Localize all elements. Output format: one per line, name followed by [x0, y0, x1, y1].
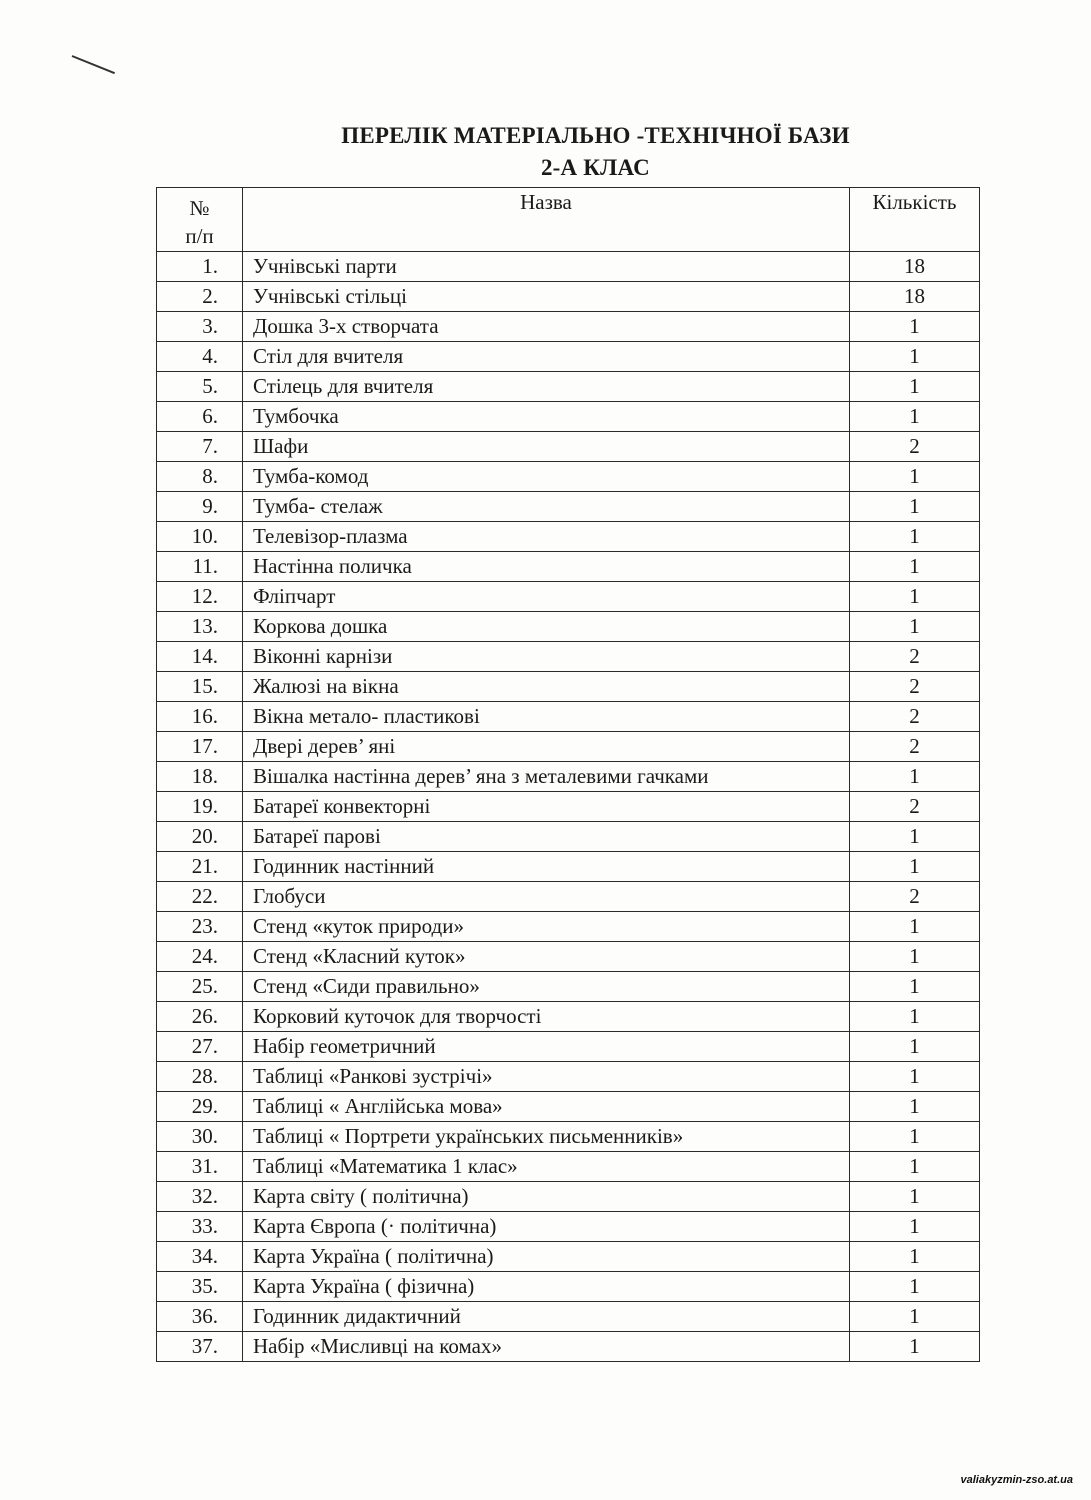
row-number: 1.: [157, 252, 243, 282]
table-row: [157, 282, 980, 312]
row-quantity: 1: [850, 1032, 980, 1062]
table-row: [157, 552, 980, 582]
table-row: [157, 312, 980, 342]
row-quantity: 2: [850, 432, 980, 462]
row-quantity: 1: [850, 942, 980, 972]
table-row: [157, 1122, 980, 1152]
row-quantity: 1: [850, 1302, 980, 1332]
row-quantity: 1: [850, 1212, 980, 1242]
header-number-abbr: п/п: [185, 224, 214, 248]
row-number: 24.: [157, 942, 243, 972]
row-quantity: 1: [850, 372, 980, 402]
header-name: Назва: [243, 188, 850, 252]
row-number: 28.: [157, 1062, 243, 1092]
table-row: [157, 252, 980, 282]
row-quantity: 1: [850, 492, 980, 522]
row-quantity: 1: [850, 582, 980, 612]
row-quantity: 1: [850, 1332, 980, 1362]
row-item-name: Таблиці « Портрети українських письменників»: [243, 1122, 850, 1152]
row-number: 6.: [157, 402, 243, 432]
row-item-name: Набір «Мисливці на комах»: [243, 1332, 850, 1362]
row-number: 2.: [157, 282, 243, 312]
row-number: 10.: [157, 522, 243, 552]
row-number: 26.: [157, 1002, 243, 1032]
row-item-name: Годинник настінний: [243, 852, 850, 882]
row-quantity: 1: [850, 1002, 980, 1032]
row-number: 13.: [157, 612, 243, 642]
row-number: 37.: [157, 1332, 243, 1362]
row-quantity: 1: [850, 1092, 980, 1122]
row-item-name: Жалюзі на вікна: [243, 672, 850, 702]
row-number: 12.: [157, 582, 243, 612]
table-row: [157, 1032, 980, 1062]
row-item-name: Стілець для вчителя: [243, 372, 850, 402]
row-quantity: 1: [850, 1122, 980, 1152]
row-item-name: Стенд «Сиди правильно»: [243, 972, 850, 1002]
row-number: 31.: [157, 1152, 243, 1182]
row-item-name: Тумбочка: [243, 402, 850, 432]
row-item-name: Таблиці «Ранкові зустрічі»: [243, 1062, 850, 1092]
row-item-name: Вішалка настінна дерев’ яна з металевими гачками: [243, 762, 850, 792]
row-number: 16.: [157, 702, 243, 732]
row-quantity: 18: [850, 252, 980, 282]
row-number: 7.: [157, 432, 243, 462]
row-item-name: Стіл для вчителя: [243, 342, 850, 372]
table-row: [157, 342, 980, 372]
row-item-name: Корковий куточок для творчості: [243, 1002, 850, 1032]
row-quantity: 1: [850, 972, 980, 1002]
row-item-name: Таблиці «Математика 1 клас»: [243, 1152, 850, 1182]
row-quantity: 1: [850, 552, 980, 582]
row-number: 27.: [157, 1032, 243, 1062]
table-row: [157, 642, 980, 672]
row-item-name: Тумба-комод: [243, 462, 850, 492]
row-item-name: Стенд «Класний куток»: [243, 942, 850, 972]
inventory-table: [156, 187, 980, 1362]
row-number: 35.: [157, 1272, 243, 1302]
row-number: 29.: [157, 1092, 243, 1122]
row-number: 18.: [157, 762, 243, 792]
table-row: [157, 522, 980, 552]
site-watermark: valiakyzmin-zso.at.ua: [960, 1474, 1073, 1486]
table-row: [157, 1212, 980, 1242]
row-quantity: 1: [850, 612, 980, 642]
row-quantity: 1: [850, 1242, 980, 1272]
table-row: [157, 972, 980, 1002]
table-row: [157, 1302, 980, 1332]
document-subtitle: 2-А КЛАС: [540, 155, 650, 180]
row-item-name: Двері дерев’ яні: [243, 732, 850, 762]
row-item-name: Настінна поличка: [243, 552, 850, 582]
row-number: 23.: [157, 912, 243, 942]
table-row: [157, 942, 980, 972]
table-row: [157, 912, 980, 942]
row-item-name: Вікна метало- пластикові: [243, 702, 850, 732]
row-quantity: 2: [850, 672, 980, 702]
row-quantity: 1: [850, 402, 980, 432]
row-quantity: 2: [850, 732, 980, 762]
table-row: [157, 822, 980, 852]
row-item-name: Тумба- стелаж: [243, 492, 850, 522]
row-quantity: 1: [850, 912, 980, 942]
row-quantity: 1: [850, 1062, 980, 1092]
row-item-name: Таблиці « Англійська мова»: [243, 1092, 850, 1122]
row-number: 5.: [157, 372, 243, 402]
pen-stroke-mark: [72, 55, 115, 74]
table-row: [157, 882, 980, 912]
table-row: [157, 432, 980, 462]
row-number: 17.: [157, 732, 243, 762]
row-item-name: Батареї парові: [243, 822, 850, 852]
table-row: [157, 732, 980, 762]
header-number-symbol: №: [189, 196, 210, 220]
header-number: [157, 188, 243, 252]
row-quantity: 1: [850, 312, 980, 342]
row-quantity: 1: [850, 522, 980, 552]
row-item-name: Шафи: [243, 432, 850, 462]
row-number: 25.: [157, 972, 243, 1002]
row-quantity: 2: [850, 642, 980, 672]
table-row: [157, 1182, 980, 1212]
row-number: 21.: [157, 852, 243, 882]
row-item-name: Дошка 3-х створчата: [243, 312, 850, 342]
row-number: 14.: [157, 642, 243, 672]
table-row: [157, 402, 980, 432]
row-number: 34.: [157, 1242, 243, 1272]
row-quantity: 1: [850, 852, 980, 882]
row-item-name: Коркова дошка: [243, 612, 850, 642]
row-quantity: 18: [850, 282, 980, 312]
table-row: [157, 1242, 980, 1272]
row-number: 22.: [157, 882, 243, 912]
row-number: 30.: [157, 1122, 243, 1152]
row-quantity: 1: [850, 462, 980, 492]
row-number: 15.: [157, 672, 243, 702]
row-quantity: 1: [850, 1272, 980, 1302]
header-quantity: Кількість: [850, 188, 980, 252]
table-row: [157, 582, 980, 612]
table-body: [157, 252, 980, 1362]
table-row: [157, 702, 980, 732]
row-quantity: 1: [850, 1152, 980, 1182]
row-number: 20.: [157, 822, 243, 852]
table-row: [157, 1152, 980, 1182]
row-number: 11.: [157, 552, 243, 582]
row-number: 33.: [157, 1212, 243, 1242]
table-header: [157, 188, 980, 252]
row-quantity: 2: [850, 882, 980, 912]
row-number: 4.: [157, 342, 243, 372]
table-row: [157, 1092, 980, 1122]
row-item-name: Карта світу ( політична): [243, 1182, 850, 1212]
row-item-name: Фліпчарт: [243, 582, 850, 612]
row-number: 19.: [157, 792, 243, 822]
row-number: 8.: [157, 462, 243, 492]
table-row: [157, 672, 980, 702]
table-row: [157, 462, 980, 492]
row-quantity: 2: [850, 702, 980, 732]
table-row: [157, 612, 980, 642]
row-item-name: Батареї конвекторні: [243, 792, 850, 822]
row-item-name: Карта Україна ( політична): [243, 1242, 850, 1272]
row-number: 3.: [157, 312, 243, 342]
row-item-name: Глобуси: [243, 882, 850, 912]
row-quantity: 1: [850, 762, 980, 792]
table-row: [157, 372, 980, 402]
table-row: [157, 1332, 980, 1362]
table-row: [157, 792, 980, 822]
row-item-name: Карта Європа (· політична): [243, 1212, 850, 1242]
row-item-name: Стенд «куток природи»: [243, 912, 850, 942]
row-item-name: Віконні карнізи: [243, 642, 850, 672]
row-item-name: Учнівські парти: [243, 252, 850, 282]
row-number: 36.: [157, 1302, 243, 1332]
row-item-name: Учнівські стільці: [243, 282, 850, 312]
row-quantity: 1: [850, 1182, 980, 1212]
row-item-name: Телевізор-плазма: [243, 522, 850, 552]
row-quantity: 1: [850, 342, 980, 372]
table-row: [157, 1062, 980, 1092]
table-row: [157, 852, 980, 882]
table-row: [157, 1002, 980, 1032]
table-row: [157, 1272, 980, 1302]
table-row: [157, 492, 980, 522]
row-quantity: 2: [850, 792, 980, 822]
table-row: [157, 762, 980, 792]
row-quantity: 1: [850, 822, 980, 852]
header-row: [157, 188, 980, 252]
row-item-name: Набір геометричний: [243, 1032, 850, 1062]
row-item-name: Годинник дидактичний: [243, 1302, 850, 1332]
row-number: 32.: [157, 1182, 243, 1212]
row-number: 9.: [157, 492, 243, 522]
document-title: ПЕРЕЛІК МАТЕРІАЛЬНО -ТЕХНІЧНОЇ БАЗИ: [341, 123, 850, 148]
row-item-name: Карта Україна ( фізична): [243, 1272, 850, 1302]
